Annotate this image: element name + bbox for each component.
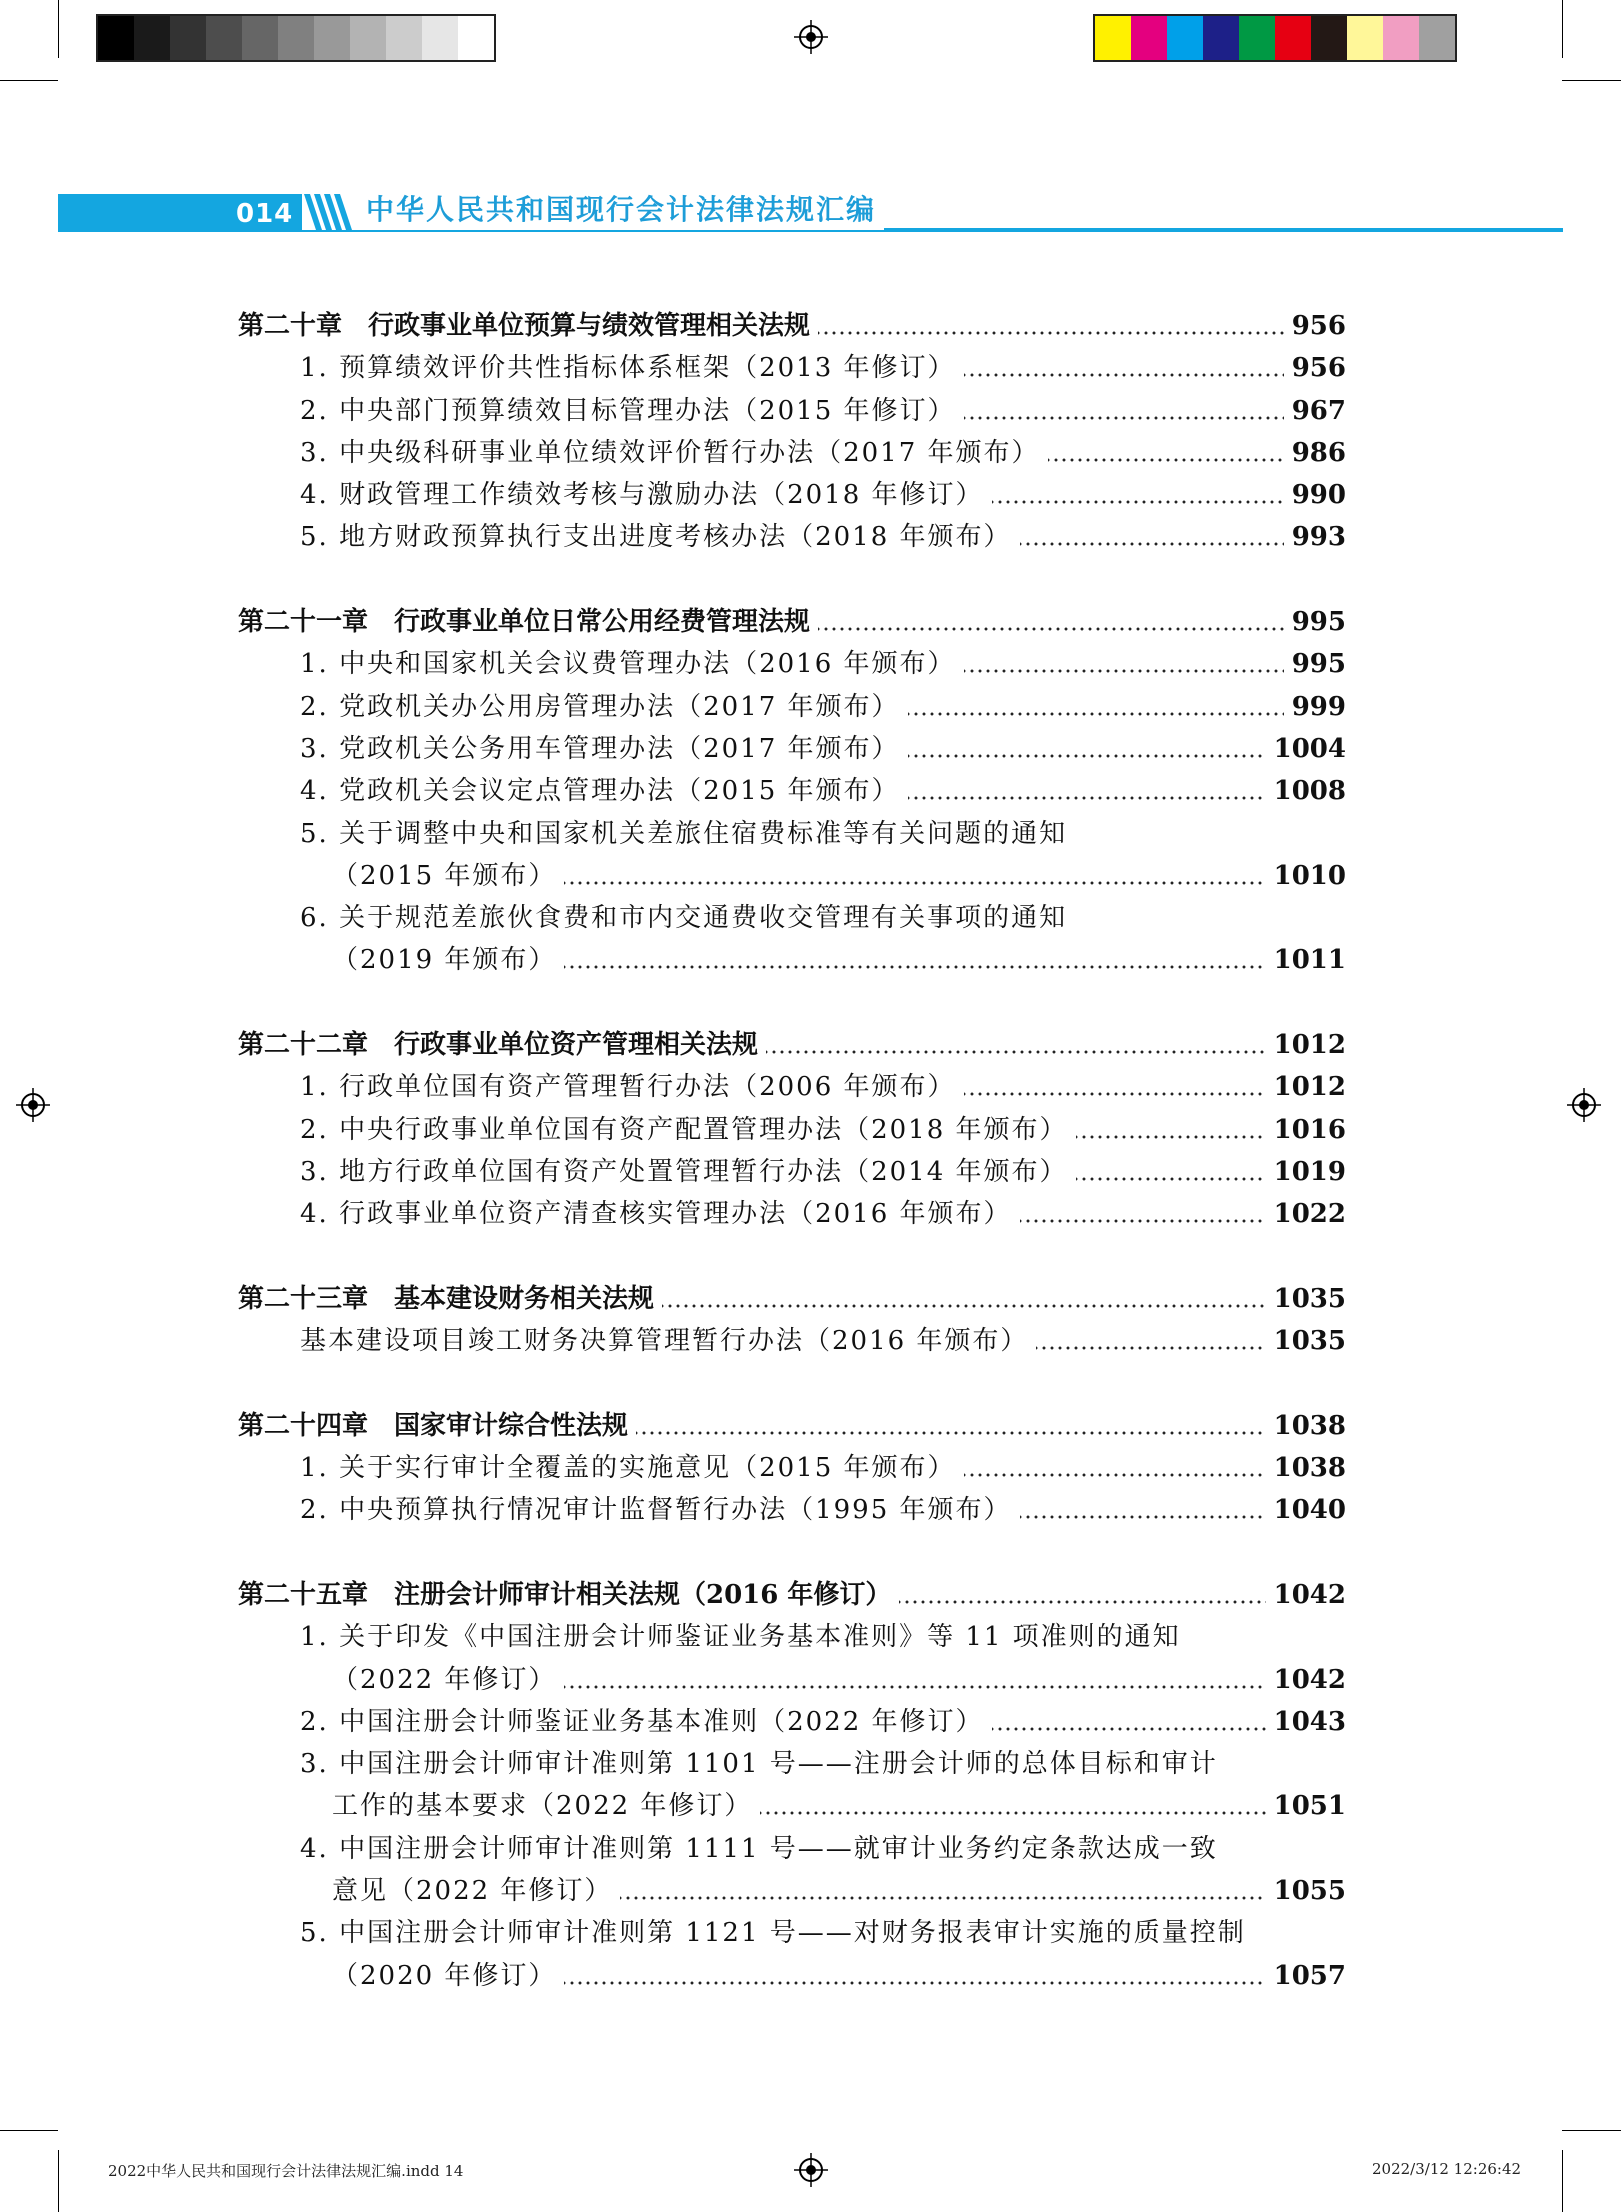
toc-entry-row <box>238 1447 1346 1489</box>
gray-swatch <box>206 16 242 60</box>
entry-title: 1. 关于印发《中国注册会计师鉴证业务基本准则》等 11 项准则的通知 <box>300 1616 1189 1658</box>
dot-leader <box>756 1811 1270 1815</box>
crop-mark-bottom-right-h <box>1562 2130 1621 2131</box>
entry-title: （2022 年修订） <box>332 1659 564 1701</box>
entry-title: 1. 预算绩效评价共性指标体系框架（2013 年修订） <box>300 347 964 389</box>
toc-entry-row <box>238 1320 1346 1362</box>
page-ref: 956 <box>1284 347 1346 389</box>
entry-title: 5. 中国注册会计师审计准则第 1121 号——对财务报表审计实施的质量控制 <box>300 1912 1254 1954</box>
page-ref: 1012 <box>1266 1066 1346 1108</box>
toc-entry-row <box>238 1828 1346 1870</box>
gray-swatch <box>134 16 170 60</box>
dot-leader <box>560 965 1270 969</box>
page-number: 014 <box>236 199 294 229</box>
toc-entry-row <box>238 643 1346 685</box>
dot-leader <box>1016 1219 1270 1223</box>
page-ref: 1051 <box>1266 1785 1346 1827</box>
page-ref: 1019 <box>1266 1151 1346 1193</box>
toc-chapter-row <box>238 1574 1346 1616</box>
grayscale-calibration-bar <box>96 14 496 62</box>
entry-title: （2020 年修订） <box>332 1955 564 1997</box>
dot-leader <box>814 627 1288 631</box>
entry-title: 5. 地方财政预算执行支出进度考核办法（2018 年颁布） <box>300 516 1020 558</box>
dot-leader <box>658 1304 1270 1308</box>
page-ref: 995 <box>1284 643 1346 685</box>
toc-entry-row <box>238 1870 1346 1912</box>
chapter-title: 第二十二章 行政事业单位资产管理相关法规 <box>238 1024 766 1066</box>
toc-chapter-row <box>238 305 1346 347</box>
crop-mark-bottom-left-v <box>58 2150 59 2212</box>
toc-entry-row <box>238 813 1346 855</box>
toc-chapter-row <box>238 601 1346 643</box>
dot-leader <box>960 1092 1270 1096</box>
toc-chapter-row <box>238 1278 1346 1320</box>
entry-title: 1. 中央和国家机关会议费管理办法（2016 年颁布） <box>300 643 964 685</box>
toc-entry-row <box>238 728 1346 770</box>
dot-leader <box>560 881 1270 885</box>
dot-leader <box>762 1050 1270 1054</box>
registration-mark-icon <box>794 20 828 54</box>
toc-entry-row <box>238 939 1346 981</box>
dot-leader <box>895 1600 1270 1604</box>
dot-leader <box>1032 1346 1270 1350</box>
toc-chapter-row <box>238 1024 1346 1066</box>
gray-swatch <box>98 16 134 60</box>
gray-swatch <box>422 16 458 60</box>
crop-mark-top-right-h <box>1562 80 1621 81</box>
entry-title: 基本建设项目竣工财务决算管理暂行办法（2016 年颁布） <box>300 1320 1036 1362</box>
crop-mark-top-left-v <box>58 0 59 58</box>
entry-title: 3. 中国注册会计师审计准则第 1101 号——注册会计师的总体目标和审计 <box>300 1743 1226 1785</box>
entry-title: 4. 党政机关会议定点管理办法（2015 年颁布） <box>300 770 908 812</box>
entry-title: 4. 中国注册会计师审计准则第 1111 号——就审计业务约定条款达成一致 <box>300 1828 1226 1870</box>
table-of-contents <box>238 305 1346 1997</box>
page-ref: 995 <box>1284 601 1346 643</box>
entry-title: 1. 行政单位国有资产管理暂行办法（2006 年颁布） <box>300 1066 964 1108</box>
page-ref: 1008 <box>1266 770 1346 812</box>
page-ref: 1016 <box>1266 1109 1346 1151</box>
page-ref: 967 <box>1284 390 1346 432</box>
page-ref: 1057 <box>1266 1955 1346 1997</box>
toc-entry-row <box>238 432 1346 474</box>
dot-leader <box>1072 1135 1270 1139</box>
entry-title: 2. 中央行政事业单位国有资产配置管理办法（2018 年颁布） <box>300 1109 1076 1151</box>
toc-entry-row <box>238 1743 1346 1785</box>
entry-title: 意见（2022 年修订） <box>332 1870 620 1912</box>
page-ref: 1043 <box>1266 1701 1346 1743</box>
toc-chapter-row <box>238 1405 1346 1447</box>
entry-title: 2. 中央预算执行情况审计监督暂行办法（1995 年颁布） <box>300 1489 1020 1531</box>
toc-entry-row <box>238 1489 1346 1531</box>
dot-leader <box>904 754 1270 758</box>
toc-entry-row <box>238 390 1346 432</box>
chapter-title: 第二十一章 行政事业单位日常公用经费管理法规 <box>238 601 818 643</box>
page-ref: 956 <box>1284 305 1346 347</box>
page-ref: 1042 <box>1266 1574 1346 1616</box>
page-ref: 1040 <box>1266 1489 1346 1531</box>
entry-title: 1. 关于实行审计全覆盖的实施意见（2015 年颁布） <box>300 1447 964 1489</box>
entry-title: 工作的基本要求（2022 年修订） <box>332 1785 760 1827</box>
toc-entry-row <box>238 516 1346 558</box>
chapter-title: 第二十四章 国家审计综合性法规 <box>238 1405 636 1447</box>
color-swatch <box>1419 16 1455 60</box>
crop-mark-top-left-h <box>0 80 58 81</box>
gray-swatch <box>386 16 422 60</box>
color-swatch <box>1131 16 1167 60</box>
page-ref: 1035 <box>1266 1320 1346 1362</box>
entry-title: （2015 年颁布） <box>332 855 564 897</box>
page-ref: 999 <box>1284 686 1346 728</box>
page-ref: 1022 <box>1266 1193 1346 1235</box>
chapter-title: 第二十三章 基本建设财务相关法规 <box>238 1278 662 1320</box>
dot-leader <box>988 500 1288 504</box>
dot-leader <box>560 1685 1270 1689</box>
color-calibration-bar <box>1093 14 1457 62</box>
toc-entry-row <box>238 1701 1346 1743</box>
color-swatch <box>1239 16 1275 60</box>
dot-leader <box>814 331 1288 335</box>
page-ref: 1011 <box>1266 939 1346 981</box>
toc-entry-row <box>238 1785 1346 1827</box>
page-ref: 1042 <box>1266 1659 1346 1701</box>
dot-leader <box>632 1431 1270 1435</box>
toc-entry-row <box>238 855 1346 897</box>
page-ref: 1035 <box>1266 1278 1346 1320</box>
dot-leader <box>1016 1515 1270 1519</box>
entry-title: 2. 党政机关办公用房管理办法（2017 年颁布） <box>300 686 908 728</box>
dot-leader <box>1072 1177 1270 1181</box>
page-ref: 1010 <box>1266 855 1346 897</box>
entry-title: 4. 财政管理工作绩效考核与激励办法（2018 年修订） <box>300 474 992 516</box>
page-ref: 986 <box>1284 432 1346 474</box>
toc-entry-row <box>238 1109 1346 1151</box>
entry-title: 5. 关于调整中央和国家机关差旅住宿费标准等有关问题的通知 <box>300 813 1075 855</box>
slash-decoration-icon <box>302 194 360 230</box>
gray-swatch <box>170 16 206 60</box>
page-ref: 993 <box>1284 516 1346 558</box>
dot-leader <box>960 669 1288 673</box>
page-ref: 1038 <box>1266 1405 1346 1447</box>
toc-entry-row <box>238 686 1346 728</box>
dot-leader <box>988 1727 1270 1731</box>
gray-swatch <box>458 16 494 60</box>
dot-leader <box>960 1473 1270 1477</box>
registration-mark-icon <box>794 2153 828 2187</box>
color-swatch <box>1311 16 1347 60</box>
chapter-title: 第二十五章 注册会计师审计相关法规（2016 年修订） <box>238 1574 899 1616</box>
book-title: 中华人民共和国现行会计法律法规汇编 <box>360 190 884 230</box>
dot-leader <box>560 1981 1270 1985</box>
gray-swatch <box>278 16 314 60</box>
toc-entry-row <box>238 1193 1346 1235</box>
toc-entry-row <box>238 1066 1346 1108</box>
dot-leader <box>616 1896 1270 1900</box>
crop-mark-top-right-v <box>1562 0 1563 58</box>
entry-title: 4. 行政事业单位资产清查核实管理办法（2016 年颁布） <box>300 1193 1020 1235</box>
gray-swatch <box>350 16 386 60</box>
toc-entry-row <box>238 347 1346 389</box>
page-ref: 1038 <box>1266 1447 1346 1489</box>
registration-mark-icon <box>1567 1088 1601 1122</box>
toc-entry-row <box>238 1151 1346 1193</box>
toc-entry-row <box>238 897 1346 939</box>
dot-leader <box>904 796 1270 800</box>
entry-title: 6. 关于规范差旅伙食费和市内交通费收交管理有关事项的通知 <box>300 897 1075 939</box>
dot-leader <box>960 416 1288 420</box>
color-swatch <box>1167 16 1203 60</box>
entry-title: 2. 中央部门预算绩效目标管理办法（2015 年修订） <box>300 390 964 432</box>
registration-mark-icon <box>16 1088 50 1122</box>
entry-title: 2. 中国注册会计师鉴证业务基本准则（2022 年修订） <box>300 1701 992 1743</box>
page-ref: 1012 <box>1266 1024 1346 1066</box>
toc-entry-row <box>238 1659 1346 1701</box>
page-ref: 1055 <box>1266 1870 1346 1912</box>
color-swatch <box>1347 16 1383 60</box>
color-swatch <box>1095 16 1131 60</box>
crop-mark-bottom-right-v <box>1562 2150 1563 2212</box>
toc-entry-row <box>238 1912 1346 1954</box>
color-swatch <box>1275 16 1311 60</box>
entry-title: 3. 中央级科研事业单位绩效评价暂行办法（2017 年颁布） <box>300 432 1048 474</box>
color-swatch <box>1203 16 1239 60</box>
entry-title: （2019 年颁布） <box>332 939 564 981</box>
toc-entry-row <box>238 1616 1346 1658</box>
dot-leader <box>1016 542 1288 546</box>
gray-swatch <box>242 16 278 60</box>
crop-mark-bottom-left-h <box>0 2130 58 2131</box>
slug-file-name: 2022中华人民共和国现行会计法律法规汇编.indd 14 <box>108 2162 464 2180</box>
dot-leader <box>960 373 1288 377</box>
page-ref: 990 <box>1284 474 1346 516</box>
dot-leader <box>1044 458 1288 462</box>
gray-swatch <box>314 16 350 60</box>
chapter-title: 第二十章 行政事业单位预算与绩效管理相关法规 <box>238 305 818 347</box>
entry-title: 3. 地方行政单位国有资产处置管理暂行办法（2014 年颁布） <box>300 1151 1076 1193</box>
page-ref: 1004 <box>1266 728 1346 770</box>
toc-entry-row <box>238 1955 1346 1997</box>
entry-title: 3. 党政机关公务用车管理办法（2017 年颁布） <box>300 728 908 770</box>
toc-entry-row <box>238 474 1346 516</box>
dot-leader <box>904 712 1288 716</box>
slug-timestamp: 2022/3/12 12:26:42 <box>1372 2160 1522 2178</box>
color-swatch <box>1383 16 1419 60</box>
toc-entry-row <box>238 770 1346 812</box>
